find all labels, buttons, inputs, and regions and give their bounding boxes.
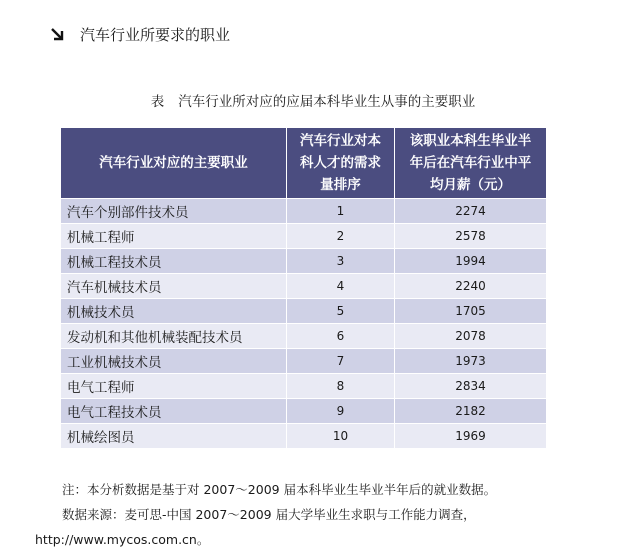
table-row [61,374,547,399]
section-heading [50,22,230,46]
source-url: http://www.mycos.com.cn。 [35,532,210,547]
rank-cell: 8 [287,374,395,399]
salary-cell: 1994 [395,249,547,274]
job-cell: 机械工程师 [61,224,287,249]
data-source: 数据来源：麦可思-中国 2007～2009 届大学毕业生求职与工作能力调查， [62,507,476,522]
rank-cell: 6 [287,324,395,349]
table-header-row [61,128,547,199]
salary-cell: 2274 [395,199,547,224]
header-rank-text: 汽车行业对本科人才的需求量排序 [300,133,381,193]
table-row [61,249,547,274]
salary-cell: 2834 [395,374,547,399]
rank-cell: 10 [287,424,395,449]
table-caption-title: 汽车行业所对应的应届本科毕业生从事的主要职业 [178,94,476,110]
job-cell: 机械技术员 [61,299,287,324]
table-row [61,199,547,224]
table-caption-lead: 表 [150,94,165,110]
header-salary-text: 该职业本科生毕业半年后在汽车行业中平均月薪（元） [409,133,532,193]
salary-cell: 1969 [395,424,547,449]
salary-cell: 1973 [395,349,547,374]
header-salary [395,128,547,199]
rank-cell: 5 [287,299,395,324]
table-row [61,349,547,374]
salary-cell: 2078 [395,324,547,349]
job-cell: 工业机械技术员 [61,349,287,374]
table-row [61,399,547,424]
table-caption [0,90,626,110]
salary-cell: 2182 [395,399,547,424]
header-job: 汽车行业对应的主要职业 [61,128,287,199]
job-cell: 电气工程技术员 [61,399,287,424]
table-row [61,299,547,324]
section-heading-text: 汽车行业所要求的职业 [80,25,231,44]
salary-cell: 2240 [395,274,547,299]
salary-cell: 1705 [395,299,547,324]
table-row [61,424,547,449]
job-cell: 机械工程技术员 [61,249,287,274]
salary-cell: 2578 [395,224,547,249]
jobs-table [60,127,547,449]
rank-cell: 1 [287,199,395,224]
job-cell: 汽车个别部件技术员 [61,199,287,224]
rank-cell: 7 [287,349,395,374]
footnote: 注：本分析数据是基于对 2007～2009 届本科毕业生毕业半年后的就业数据。 [62,482,497,497]
rank-cell: 3 [287,249,395,274]
rank-cell: 9 [287,399,395,424]
job-cell: 汽车机械技术员 [61,274,287,299]
job-cell: 发动机和其他机械装配技术员 [61,324,287,349]
table-row [61,224,547,249]
arrow-down-right-icon [50,27,64,41]
job-cell: 机械绘图员 [61,424,287,449]
header-rank [287,128,395,199]
job-cell: 电气工程师 [61,374,287,399]
table-row [61,274,547,299]
rank-cell: 2 [287,224,395,249]
rank-cell: 4 [287,274,395,299]
table-row [61,324,547,349]
